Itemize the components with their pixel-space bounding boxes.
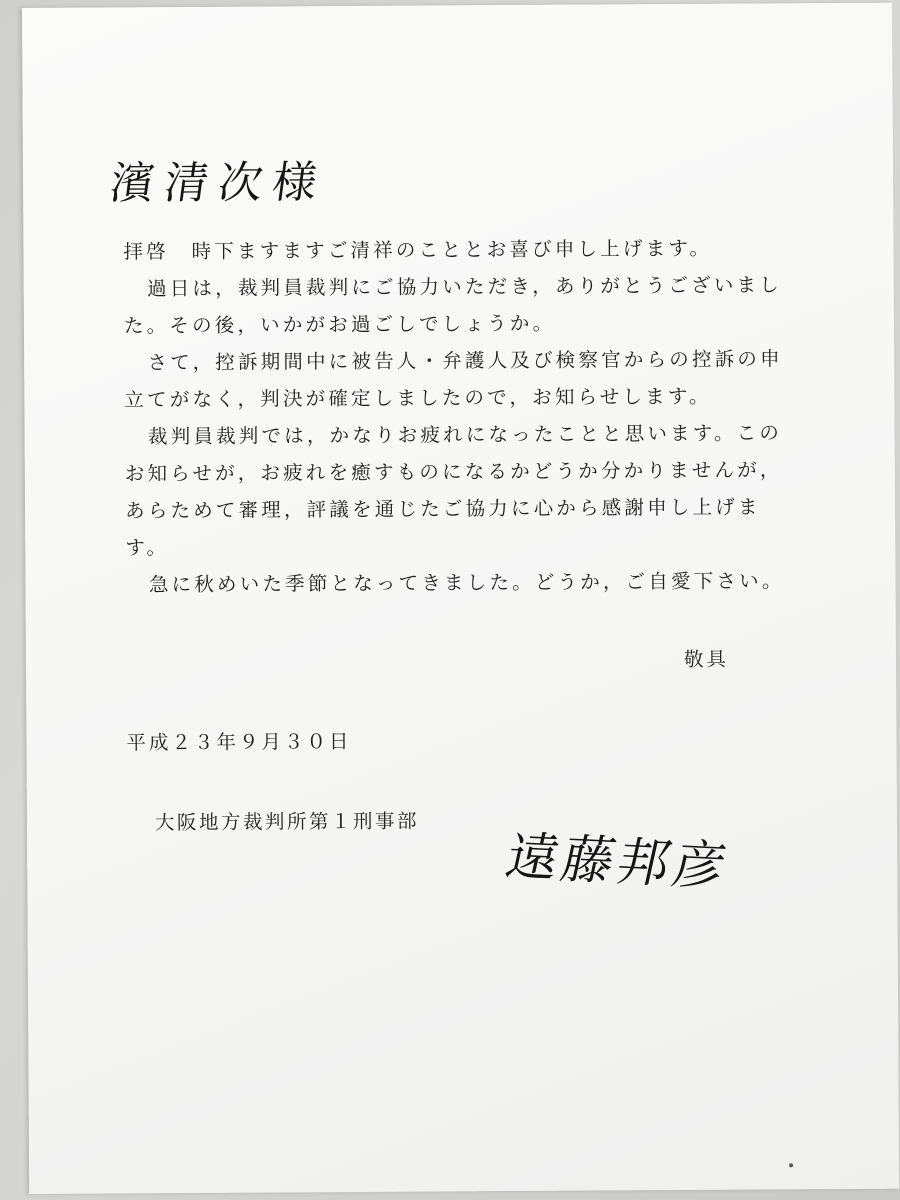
addressee-handwritten: 濱清次様 bbox=[107, 157, 330, 210]
paper-speck bbox=[789, 1163, 793, 1167]
letter-body bbox=[123, 229, 785, 603]
season-paragraph: 急に秋めいた季節となってきました。どうか，ご自愛下さい。 bbox=[148, 569, 785, 597]
letter-paper bbox=[22, 3, 899, 1194]
gratitude-paragraph: 裁判員裁判では，かなりお疲れになったことと思います。このお知らせが，お疲れを癒すものになるかどうか分かりませんが，あらためて審理，評議を通じたご協力に心から感謝申し上げます。 bbox=[124, 421, 783, 560]
closing-keigu: 敬具 bbox=[683, 647, 730, 671]
letter-date: 平成２３年９月３０日 bbox=[126, 730, 352, 755]
greeting-paragraph: 拝啓 時下ますますご清祥のこととお喜び申し上げます。 bbox=[123, 236, 713, 264]
court-name: 大阪地方裁判所第１刑事部 bbox=[154, 809, 420, 835]
verdict-paragraph: さて，控訴期間中に被告人・弁護人及び検察官からの控訴の申立てがなく，判決が確定しましたので，お知らせします。 bbox=[124, 347, 783, 412]
thanks-paragraph: 過日は，裁判員裁判にご協力いただき，ありがとうございました。その後，いかがお過ごしでしょうか。 bbox=[123, 273, 782, 338]
handwritten-signature: 遠藤邦彦 bbox=[500, 827, 736, 898]
